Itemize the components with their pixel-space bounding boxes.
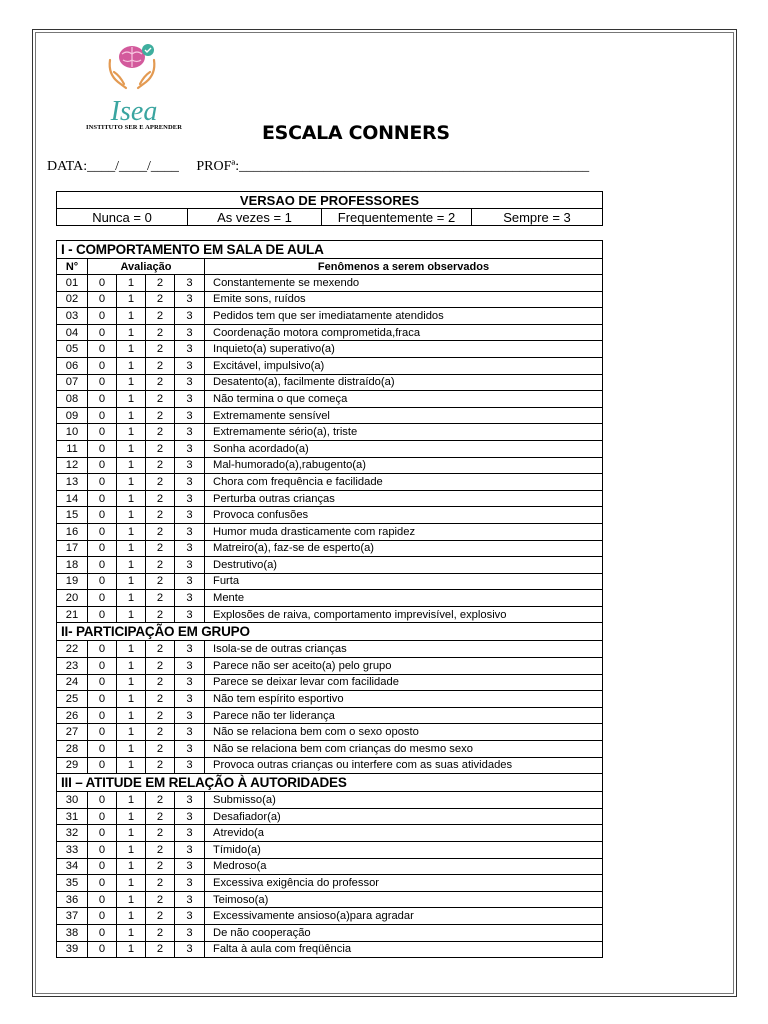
rating-option-0[interactable]: 0	[88, 606, 117, 623]
table-row	[57, 357, 603, 374]
item-number: 24	[57, 674, 88, 691]
rating-option-3[interactable]: 3	[175, 691, 205, 708]
item-number: 14	[57, 490, 88, 507]
rating-option-3[interactable]: 3	[175, 606, 205, 623]
table-row	[57, 490, 603, 507]
rating-option-0[interactable]: 0	[88, 641, 117, 658]
rating-option-0[interactable]: 0	[88, 842, 117, 859]
rating-option-1[interactable]: 1	[117, 407, 146, 424]
item-number: 21	[57, 606, 88, 623]
rating-option-2[interactable]: 2	[146, 490, 175, 507]
rating-option-0[interactable]: 0	[88, 875, 117, 892]
rating-option-1[interactable]: 1	[117, 741, 146, 758]
item-number: 33	[57, 842, 88, 859]
rating-option-3[interactable]: 3	[175, 474, 205, 491]
table-row	[57, 557, 603, 574]
rating-option-1[interactable]: 1	[117, 457, 146, 474]
rating-option-0[interactable]: 0	[88, 691, 117, 708]
rating-option-3[interactable]: 3	[175, 875, 205, 892]
rating-option-1[interactable]: 1	[117, 792, 146, 809]
rating-option-1[interactable]: 1	[117, 275, 146, 292]
rating-option-0[interactable]: 0	[88, 808, 117, 825]
rating-option-2[interactable]: 2	[146, 440, 175, 457]
rating-option-2[interactable]: 2	[146, 590, 175, 607]
item-description: Tímido(a)	[205, 842, 603, 859]
rating-option-3[interactable]: 3	[175, 858, 205, 875]
rating-option-0[interactable]: 0	[88, 573, 117, 590]
item-description: Excessivamente ansioso(a)para agradar	[205, 908, 603, 925]
rating-option-3[interactable]: 3	[175, 924, 205, 941]
rating-option-3[interactable]: 3	[175, 457, 205, 474]
table-row	[57, 275, 603, 292]
rating-option-3[interactable]: 3	[175, 523, 205, 540]
table-row	[57, 308, 603, 325]
item-description: Chora com frequência e facilidade	[205, 474, 603, 491]
legend-heading: VERSAO DE PROFESSORES	[57, 192, 603, 209]
item-number: 26	[57, 707, 88, 724]
item-number: 12	[57, 457, 88, 474]
item-number: 06	[57, 357, 88, 374]
item-description: Matreiro(a), faz-se de esperto(a)	[205, 540, 603, 557]
section-header-row	[57, 774, 603, 792]
section-header-row	[57, 623, 603, 641]
col-header-evaluation: Avaliação	[88, 259, 205, 275]
item-number: 04	[57, 324, 88, 341]
item-description: Medroso(a	[205, 858, 603, 875]
table-row	[57, 691, 603, 708]
rating-option-0[interactable]: 0	[88, 357, 117, 374]
item-number: 32	[57, 825, 88, 842]
item-description: Excitável, impulsivo(a)	[205, 357, 603, 374]
rating-option-1[interactable]: 1	[117, 891, 146, 908]
rating-option-1[interactable]: 1	[117, 440, 146, 457]
section-title: III – ATITUDE EM RELAÇÃO À AUTORIDADES	[57, 774, 603, 792]
rating-option-0[interactable]: 0	[88, 941, 117, 958]
item-description: Explosões de raiva, comportamento imprevisível, explosivo	[205, 606, 603, 623]
rating-option-0[interactable]: 0	[88, 757, 117, 774]
item-number: 02	[57, 291, 88, 308]
rating-option-0[interactable]: 0	[88, 440, 117, 457]
item-description: Desatento(a), facilmente distraído(a)	[205, 374, 603, 391]
rating-option-2[interactable]: 2	[146, 924, 175, 941]
table-row	[57, 858, 603, 875]
rating-option-1[interactable]: 1	[117, 674, 146, 691]
rating-option-2[interactable]: 2	[146, 573, 175, 590]
item-description: Emite sons, ruídos	[205, 291, 603, 308]
rating-option-0[interactable]: 0	[88, 324, 117, 341]
rating-option-3[interactable]: 3	[175, 792, 205, 809]
item-number: 16	[57, 523, 88, 540]
item-description: Inquieto(a) superativo(a)	[205, 341, 603, 358]
rating-option-0[interactable]: 0	[88, 424, 117, 441]
item-description: Não se relaciona bem com o sexo oposto	[205, 724, 603, 741]
item-description: Não termina o que começa	[205, 391, 603, 408]
rating-option-1[interactable]: 1	[117, 606, 146, 623]
rating-option-0[interactable]: 0	[88, 523, 117, 540]
rating-option-1[interactable]: 1	[117, 573, 146, 590]
rating-option-0[interactable]: 0	[88, 891, 117, 908]
rating-option-0[interactable]: 0	[88, 658, 117, 675]
item-number: 19	[57, 573, 88, 590]
item-description: Extremamente sensível	[205, 407, 603, 424]
rating-option-3[interactable]: 3	[175, 707, 205, 724]
rating-option-3[interactable]: 3	[175, 908, 205, 925]
rating-option-1[interactable]: 1	[117, 808, 146, 825]
table-row	[57, 391, 603, 408]
table-row	[57, 590, 603, 607]
rating-option-2[interactable]: 2	[146, 424, 175, 441]
rating-option-3[interactable]: 3	[175, 440, 205, 457]
rating-option-0[interactable]: 0	[88, 557, 117, 574]
rating-option-1[interactable]: 1	[117, 507, 146, 524]
table-row	[57, 757, 603, 774]
table-row	[57, 540, 603, 557]
rating-option-0[interactable]: 0	[88, 457, 117, 474]
item-description: De não cooperação	[205, 924, 603, 941]
item-description: Desafiador(a)	[205, 808, 603, 825]
rating-option-1[interactable]: 1	[117, 374, 146, 391]
rating-option-1[interactable]: 1	[117, 357, 146, 374]
rating-option-2[interactable]: 2	[146, 474, 175, 491]
item-number: 35	[57, 875, 88, 892]
rating-option-1[interactable]: 1	[117, 924, 146, 941]
legend-item: Nunca = 0	[57, 209, 188, 226]
rating-option-3[interactable]: 3	[175, 842, 205, 859]
rating-option-1[interactable]: 1	[117, 324, 146, 341]
rating-option-2[interactable]: 2	[146, 674, 175, 691]
table-row	[57, 573, 603, 590]
rating-option-2[interactable]: 2	[146, 407, 175, 424]
rating-option-1[interactable]: 1	[117, 825, 146, 842]
isea-logo	[74, 42, 194, 134]
item-number: 03	[57, 308, 88, 325]
rating-option-3[interactable]: 3	[175, 424, 205, 441]
item-number: 34	[57, 858, 88, 875]
rating-option-2[interactable]: 2	[146, 691, 175, 708]
col-header-number: N°	[57, 259, 88, 275]
rating-option-2[interactable]: 2	[146, 908, 175, 925]
rating-option-0[interactable]: 0	[88, 391, 117, 408]
col-header-description: Fenômenos a serem observados	[205, 259, 603, 275]
table-row	[57, 875, 603, 892]
item-number: 09	[57, 407, 88, 424]
brain-icon	[119, 46, 145, 68]
item-description: Falta à aula com freqüência	[205, 941, 603, 958]
item-description: Destrutivo(a)	[205, 557, 603, 574]
logo-wordmark: Isea	[110, 96, 158, 127]
rating-option-2[interactable]: 2	[146, 875, 175, 892]
item-description: Constantemente se mexendo	[205, 275, 603, 292]
item-description: Coordenação motora comprometida,fraca	[205, 324, 603, 341]
item-description: Provoca confusões	[205, 507, 603, 524]
rating-option-1[interactable]: 1	[117, 842, 146, 859]
check-icon	[142, 44, 154, 56]
item-description: Parece se deixar levar com facilidade	[205, 674, 603, 691]
rating-option-3[interactable]: 3	[175, 590, 205, 607]
item-description: Teimoso(a)	[205, 891, 603, 908]
item-description: Mente	[205, 590, 603, 607]
item-number: 15	[57, 507, 88, 524]
table-row	[57, 374, 603, 391]
rating-option-3[interactable]: 3	[175, 891, 205, 908]
item-description: Perturba outras crianças	[205, 490, 603, 507]
table-row	[57, 808, 603, 825]
logo-caption: INSTITUTO SER E APRENDER	[85, 124, 182, 131]
item-number: 07	[57, 374, 88, 391]
rating-option-3[interactable]: 3	[175, 291, 205, 308]
table-row	[57, 606, 603, 623]
item-description: Sonha acordado(a)	[205, 440, 603, 457]
table-row	[57, 658, 603, 675]
item-description: Parece não ser aceito(a) pelo grupo	[205, 658, 603, 675]
rating-option-1[interactable]: 1	[117, 540, 146, 557]
rating-option-3[interactable]: 3	[175, 941, 205, 958]
item-number: 18	[57, 557, 88, 574]
rating-option-1[interactable]: 1	[117, 724, 146, 741]
rating-option-0[interactable]: 0	[88, 590, 117, 607]
section-title: I - COMPORTAMENTO EM SALA DE AULA	[57, 241, 603, 259]
rating-option-0[interactable]: 0	[88, 741, 117, 758]
legend-item: Frequentemente = 2	[322, 209, 472, 226]
table-row	[57, 724, 603, 741]
table-row	[57, 941, 603, 958]
rating-option-2[interactable]: 2	[146, 741, 175, 758]
rating-option-2[interactable]: 2	[146, 941, 175, 958]
rating-option-1[interactable]: 1	[117, 424, 146, 441]
rating-option-2[interactable]: 2	[146, 724, 175, 741]
rating-option-1[interactable]: 1	[117, 908, 146, 925]
rating-option-3[interactable]: 3	[175, 808, 205, 825]
item-number: 30	[57, 792, 88, 809]
table-row	[57, 641, 603, 658]
item-number: 23	[57, 658, 88, 675]
rating-option-3[interactable]: 3	[175, 724, 205, 741]
table-row	[57, 324, 603, 341]
rating-option-1[interactable]: 1	[117, 341, 146, 358]
rating-option-0[interactable]: 0	[88, 275, 117, 292]
table-row	[57, 407, 603, 424]
table-row	[57, 908, 603, 925]
item-description: Mal-humorado(a),rabugento(a)	[205, 457, 603, 474]
rating-option-3[interactable]: 3	[175, 573, 205, 590]
rating-option-1[interactable]: 1	[117, 523, 146, 540]
rating-option-2[interactable]: 2	[146, 757, 175, 774]
item-description: Atrevido(a	[205, 825, 603, 842]
table-row	[57, 825, 603, 842]
rating-option-2[interactable]: 2	[146, 891, 175, 908]
legend-item: Sempre = 3	[472, 209, 603, 226]
rating-option-3[interactable]: 3	[175, 540, 205, 557]
item-number: 20	[57, 590, 88, 607]
table-row	[57, 457, 603, 474]
rating-option-0[interactable]: 0	[88, 825, 117, 842]
rating-option-2[interactable]: 2	[146, 291, 175, 308]
rating-option-1[interactable]: 1	[117, 941, 146, 958]
item-description: Parece não ter liderança	[205, 707, 603, 724]
rating-option-1[interactable]: 1	[117, 557, 146, 574]
table-row	[57, 674, 603, 691]
rating-option-1[interactable]: 1	[117, 590, 146, 607]
item-description: Extremamente sério(a), triste	[205, 424, 603, 441]
item-number: 10	[57, 424, 88, 441]
rating-option-0[interactable]: 0	[88, 540, 117, 557]
rating-option-3[interactable]: 3	[175, 374, 205, 391]
page-title: ESCALA CONNERS	[262, 122, 450, 144]
table-row	[57, 924, 603, 941]
rating-option-3[interactable]: 3	[175, 341, 205, 358]
rating-option-0[interactable]: 0	[88, 674, 117, 691]
item-number: 27	[57, 724, 88, 741]
table-row	[57, 341, 603, 358]
table-row	[57, 507, 603, 524]
item-number: 28	[57, 741, 88, 758]
item-description: Provoca outras crianças ou interfere com as suas atividades	[205, 757, 603, 774]
rating-option-1[interactable]: 1	[117, 757, 146, 774]
rating-option-0[interactable]: 0	[88, 707, 117, 724]
section-header-row	[57, 241, 603, 259]
rating-option-3[interactable]: 3	[175, 641, 205, 658]
rating-option-3[interactable]: 3	[175, 825, 205, 842]
table-row	[57, 291, 603, 308]
item-description: Humor muda drasticamente com rapidez	[205, 523, 603, 540]
rating-option-1[interactable]: 1	[117, 691, 146, 708]
rating-option-2[interactable]: 2	[146, 808, 175, 825]
table-row	[57, 424, 603, 441]
rating-option-0[interactable]: 0	[88, 792, 117, 809]
rating-option-2[interactable]: 2	[146, 457, 175, 474]
item-description: Furta	[205, 573, 603, 590]
table-row	[57, 891, 603, 908]
legend-table	[56, 191, 603, 226]
item-number: 01	[57, 275, 88, 292]
item-number: 29	[57, 757, 88, 774]
item-description: Pedidos tem que ser imediatamente atendidos	[205, 308, 603, 325]
date-prof-line: DATA:____/____/____ PROFª:__________________________________________________	[47, 159, 590, 174]
rating-option-0[interactable]: 0	[88, 507, 117, 524]
rating-option-0[interactable]: 0	[88, 308, 117, 325]
rating-option-2[interactable]: 2	[146, 523, 175, 540]
table-row	[57, 707, 603, 724]
rating-option-3[interactable]: 3	[175, 308, 205, 325]
rating-option-2[interactable]: 2	[146, 792, 175, 809]
rating-option-0[interactable]: 0	[88, 291, 117, 308]
column-header-row	[57, 259, 603, 275]
rating-option-2[interactable]: 2	[146, 825, 175, 842]
rating-option-0[interactable]: 0	[88, 724, 117, 741]
rating-option-2[interactable]: 2	[146, 842, 175, 859]
item-description: Isola-se de outras crianças	[205, 641, 603, 658]
rating-option-2[interactable]: 2	[146, 557, 175, 574]
rating-option-1[interactable]: 1	[117, 308, 146, 325]
rating-option-2[interactable]: 2	[146, 606, 175, 623]
rating-option-0[interactable]: 0	[88, 490, 117, 507]
conners-scale-table	[56, 240, 603, 958]
rating-option-2[interactable]: 2	[146, 641, 175, 658]
rating-option-3[interactable]: 3	[175, 557, 205, 574]
rating-option-0[interactable]: 0	[88, 474, 117, 491]
item-number: 36	[57, 891, 88, 908]
rating-option-1[interactable]: 1	[117, 641, 146, 658]
rating-option-2[interactable]: 2	[146, 308, 175, 325]
rating-option-2[interactable]: 2	[146, 707, 175, 724]
table-row	[57, 440, 603, 457]
rating-option-2[interactable]: 2	[146, 357, 175, 374]
item-description: Submisso(a)	[205, 792, 603, 809]
item-number: 38	[57, 924, 88, 941]
rating-option-2[interactable]: 2	[146, 324, 175, 341]
rating-option-3[interactable]: 3	[175, 507, 205, 524]
rating-option-2[interactable]: 2	[146, 507, 175, 524]
item-number: 31	[57, 808, 88, 825]
rating-option-1[interactable]: 1	[117, 658, 146, 675]
item-description: Excessiva exigência do professor	[205, 875, 603, 892]
item-description: Não tem espírito esportivo	[205, 691, 603, 708]
item-number: 08	[57, 391, 88, 408]
rating-option-3[interactable]: 3	[175, 757, 205, 774]
rating-option-2[interactable]: 2	[146, 374, 175, 391]
item-description: Não se relaciona bem com crianças do mesmo sexo	[205, 741, 603, 758]
rating-option-2[interactable]: 2	[146, 341, 175, 358]
rating-option-2[interactable]: 2	[146, 858, 175, 875]
item-number: 25	[57, 691, 88, 708]
rating-option-3[interactable]: 3	[175, 391, 205, 408]
rating-option-1[interactable]: 1	[117, 291, 146, 308]
legend-item: As vezes = 1	[188, 209, 322, 226]
rating-option-3[interactable]: 3	[175, 324, 205, 341]
table-row	[57, 474, 603, 491]
rating-option-3[interactable]: 3	[175, 275, 205, 292]
rating-option-2[interactable]: 2	[146, 658, 175, 675]
section-title: II- PARTICIPAÇÃO EM GRUPO	[57, 623, 603, 641]
item-number: 37	[57, 908, 88, 925]
table-row	[57, 741, 603, 758]
rating-option-1[interactable]: 1	[117, 474, 146, 491]
item-number: 39	[57, 941, 88, 958]
table-row	[57, 842, 603, 859]
rating-option-3[interactable]: 3	[175, 658, 205, 675]
item-number: 05	[57, 341, 88, 358]
rating-option-3[interactable]: 3	[175, 407, 205, 424]
rating-option-3[interactable]: 3	[175, 741, 205, 758]
rating-option-1[interactable]: 1	[117, 391, 146, 408]
rating-option-1[interactable]: 1	[117, 875, 146, 892]
rating-option-3[interactable]: 3	[175, 357, 205, 374]
rating-option-0[interactable]: 0	[88, 407, 117, 424]
table-row	[57, 792, 603, 809]
rating-option-3[interactable]: 3	[175, 674, 205, 691]
table-row	[57, 523, 603, 540]
rating-option-2[interactable]: 2	[146, 275, 175, 292]
rating-option-2[interactable]: 2	[146, 540, 175, 557]
rating-option-1[interactable]: 1	[117, 490, 146, 507]
rating-option-0[interactable]: 0	[88, 858, 117, 875]
item-number: 17	[57, 540, 88, 557]
rating-option-2[interactable]: 2	[146, 391, 175, 408]
rating-option-3[interactable]: 3	[175, 490, 205, 507]
item-number: 11	[57, 440, 88, 457]
rating-option-0[interactable]: 0	[88, 341, 117, 358]
rating-option-0[interactable]: 0	[88, 374, 117, 391]
item-number: 22	[57, 641, 88, 658]
rating-option-1[interactable]: 1	[117, 858, 146, 875]
item-number: 13	[57, 474, 88, 491]
rating-option-0[interactable]: 0	[88, 924, 117, 941]
rating-option-1[interactable]: 1	[117, 707, 146, 724]
rating-option-0[interactable]: 0	[88, 908, 117, 925]
